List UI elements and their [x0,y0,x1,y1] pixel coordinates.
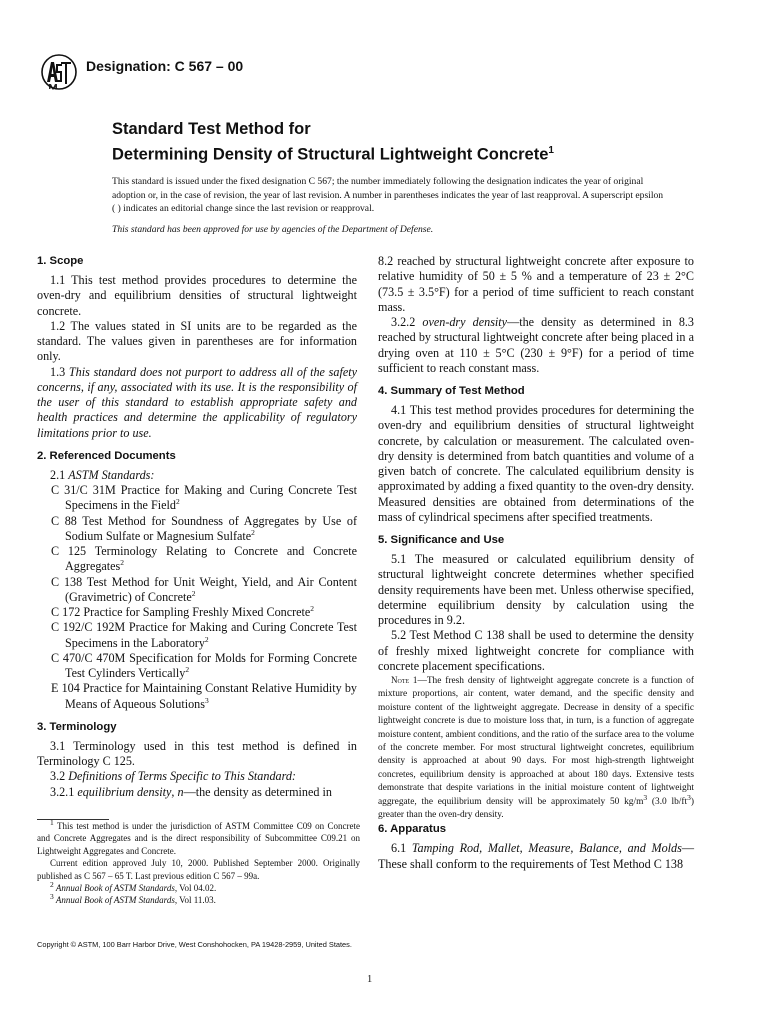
title-footnote-mark: 1 [548,145,554,156]
title-line-2-text: Determining Density of Structural Lightweight Concrete [112,145,549,164]
reference-item [37,514,357,545]
reference-footnote: 2 [120,558,125,568]
note-1 [378,674,694,822]
footnote-1-mark: 1 [50,818,54,827]
section-4-1: 4.1 This test method provides procedures for determining the oven-dry and equilibrium densities of structural lightweight concrete, by calculation or measurement. The calculated oven-dry density is determined from batch quantities and volume of a given batch of concrete. The calculated equilibrium density is approximated by adding a fixed quantity to the oven-dry density. Measured densities are obtained from determinations of the mass of cylindrical specimens after specified treatments. [378,403,694,524]
note-1-text-3: ) greater than the oven-dry density. [378,796,694,821]
reference-text: C 172 Practice for Sampling Freshly Mixed Concrete [51,605,311,619]
note-1-text-2: (3.0 lb/ft [647,796,688,807]
right-column [378,254,694,872]
reference-footnote: 2 [185,664,190,674]
astm-logo [40,52,78,92]
section-1-2: 1.2 The values stated in SI units are to be regarded as the standard. The values given in parentheses are for information only. [37,318,357,364]
section-2-heading: 2. Referenced Documents [37,449,176,462]
reference-text: C 192/C 192M Practice for Making and Curing Concrete Test Specimens in the Laboratory [51,620,357,650]
section-3-2-1 [37,785,357,800]
section-4-heading: 4. Summary of Test Method [378,385,525,397]
section-5-1: 5.1 The measured or calculated equilibrium density of structural lightweight concrete determines whether specified density requirements have been met. Unless otherwise specified, determine equilibrium density by calculation using the procedures in 9.2. [378,552,694,627]
section-1-1: 1.1 This test method provides procedures to determine the oven-dry and equilibrium densities of structural lightweight concrete. [37,273,357,318]
reference-text: C 88 Test Method for Soundness of Aggregates by Use of Sodium Sulfate or Magnesium Sulfate [51,513,357,543]
reference-footnote: 2 [191,588,196,598]
footnote-2-mark: 2 [50,880,54,890]
note-1-text: —The fresh density of lightweight aggregate concrete is a function of mixture proportions, air content, water demand, and the specific density and moisture content of the lightweight aggregate. Decrease in density of a specific lightweight concrete is due to moisture loss that, in turn, is a function of aggregate moisture content, ambient conditions, and the ratio of the surface area to the volume of the concrete member. For most structural lightweight concretes, equilibrium density is approached at about 90 days. For most high-strength lightweight concretes, equilibrium density is approached at about 180 days. Extensive tests demonstrate that despite variations in the initial moisture content of lightweight aggregate, the equilibrium density will be approximately 50 kg/m [378,676,694,807]
reference-item [37,651,357,682]
note-1-sup-1: 3 [643,792,648,802]
designation: Designation: C 567 – 00 [86,58,244,74]
footnote-3-volume: , Vol 11.03. [174,895,216,906]
footnote-3 [37,894,360,906]
reference-footnote: 3 [204,695,209,705]
reference-text: C 125 Terminology Relating to Concrete and Concrete Aggregates [51,544,357,574]
section-3-2-1-text: —the density as determined in [183,784,332,799]
footnote-1-edition: Current edition approved July 10, 2000. Published September 2000. Originally published as C 567 – 65 T. Last previous edition C 567 – 99a. [37,858,360,881]
section-1-3-num: 1.3 [50,364,69,379]
title-line-1: Standard Test Method for [112,120,311,138]
section-3-2-2-num: 3.2.2 [391,315,423,329]
footnote-3-title: Annual Book of ASTM Standards [53,895,175,906]
reference-item [37,620,357,651]
reference-text: C 470/C 470M Specification for Molds for Forming Concrete Test Cylinders Vertically [51,650,357,680]
footnote-3-mark: 3 [50,892,54,902]
note-1-sup-2: 3 [687,792,691,802]
section-3-2-2-term: oven-dry density [422,315,508,329]
reference-text: E 104 Practice for Maintaining Constant Relative Humidity by Means of Aqueous Solutions [51,681,357,711]
footnote-1-text: This test method is under the jurisdiction of ASTM Committee C09 on Concrete and Concrete Aggregates and is the direct responsibility of Subcommittee C09.21 on Lightweight Aggregates and Concrete. [37,821,360,856]
footnote-2-title: Annual Book of ASTM Standards [53,883,175,894]
title-line-2 [112,140,672,166]
footnote-1 [37,820,360,857]
note-1-label: Note 1 [391,675,418,685]
section-1-heading: 1. Scope [37,255,84,267]
page-number: 1 [367,974,373,985]
footnotes [37,820,360,907]
section-2-1-num: 2.1 [50,467,69,482]
copyright: Copyright © ASTM, 100 Barr Harbor Drive, West Conshohocken, PA 19428-2959, United States. [37,940,352,949]
section-6-1-num: 6.1 [391,841,412,856]
section-3-2-2 [378,315,694,376]
section-3-2-1-sep: , [171,784,178,799]
issuance-text: This standard is issued under the fixed designation C 567; the number immediately following the designation indicates the year of original adoption or, in the case of revision, the year of last revision. A number in parentheses indicates the year of last reapproval. A superscript epsilon ( ) indicates an editorial change since the last revision or reapproval. [112,176,664,215]
reference-footnote: 2 [251,527,255,537]
section-3-2-1-n: n [177,784,184,799]
section-3-2-text: Definitions of Terms Specific to This Standard: [68,769,296,784]
reference-footnote: 2 [175,497,180,507]
reference-item [37,681,357,712]
section-3-heading: 3. Terminology [37,720,117,733]
section-3-2-1-term: equilibrium density [77,784,172,799]
footnote-2 [37,882,360,894]
section-2-1-text: ASTM Standards: [68,467,155,482]
section-3-2 [37,769,357,784]
reference-footnote: 2 [204,634,209,644]
approval-text: This standard has been approved for use by agencies of the Department of Defense. [112,223,434,235]
section-3-2-2-text: —the density as determined in 8.3 reached by structural lightweight concrete after being placed in a drying oven at 110 ± 5°C (230 ± 9°F) for a period of time sufficient to reach constant mass. [378,315,695,375]
section-5-2: 5.2 Test Method C 138 shall be used to determine the density of freshly mixed lightweight concrete for compliance with concrete placement specifications. [378,628,694,673]
reference-item [37,483,357,514]
section-2-1 [37,468,357,483]
section-3-2-1-num: 3.2.1 [50,784,78,799]
section-3-2-num: 3.2 [50,769,69,784]
reference-item [37,575,357,606]
section-5-heading: 5. Significance and Use [378,534,505,546]
left-column [37,254,357,800]
section-6-1-term: Tamping Rod, Mallet, Measure, Balance, and Molds [411,841,682,856]
section-6-heading: 6. Apparatus [378,823,447,836]
section-1-3 [37,365,357,441]
footnote-2-volume: , Vol 04.02. [174,883,217,894]
reference-footnote: 2 [310,603,315,613]
reference-item [37,605,357,620]
document-title [112,119,672,166]
section-3-2-1-continued: 8.2 reached by structural lightweight concrete after exposure to relative humidity of 50 ± 5 % and a temperature of 23 ± 2°C (73.5 ± 3.5°F) for a period of time sufficient to reach constant mass. [378,254,694,314]
reference-text: C 31/C 31M Practice for Making and Curing Concrete Test Specimens in the Field [51,483,357,513]
reference-item [37,544,357,575]
section-6-1 [378,841,694,872]
reference-text: C 138 Test Method for Unit Weight, Yield, and Air Content (Gravimetric) of Concrete [51,574,357,604]
section-1-3-text: This standard does not purport to address all of the safety concerns, if any, associated with its use. It is the responsibility of the user of this standard to establish appropriate safety and health practices and determine the applicability of regulatory limitations prior to use. [37,364,357,440]
section-6-1-text: —These shall conform to the requirements of Test Method C 138 [378,841,694,871]
issuance-notice [112,175,667,236]
section-3-1: 3.1 Terminology used in this test method is defined in Terminology C 125. [37,738,357,768]
